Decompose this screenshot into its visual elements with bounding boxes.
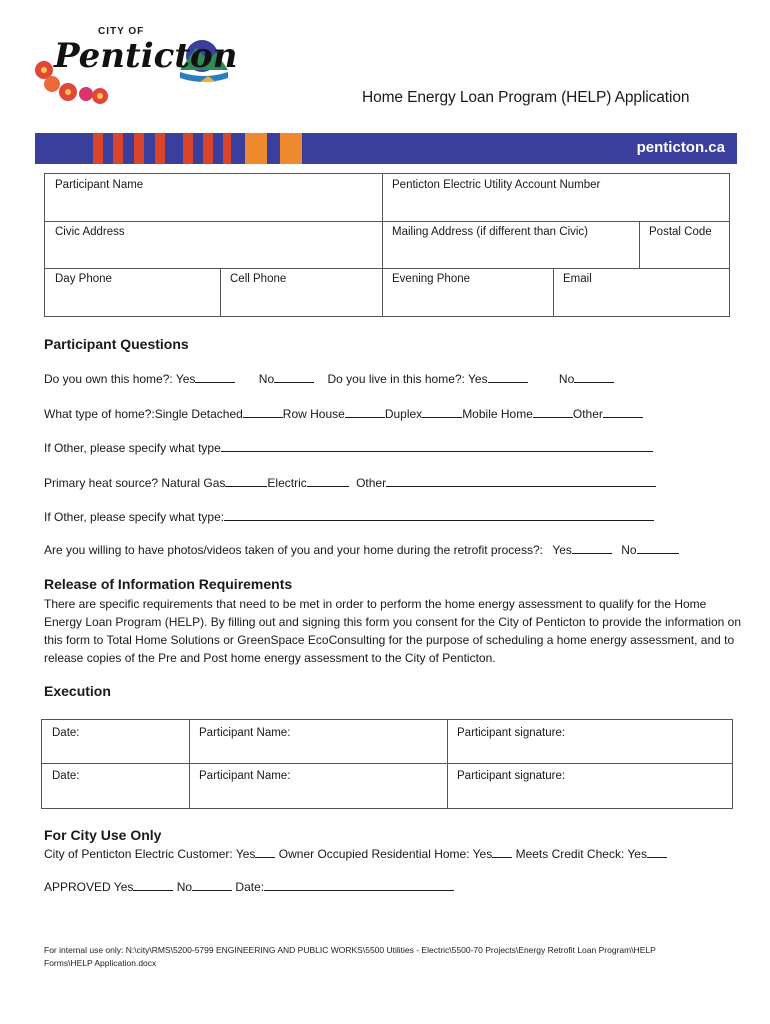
credit-blank[interactable] [647, 857, 667, 858]
city-use-heading: For City Use Only [44, 827, 162, 843]
duplex-label: Duplex [384, 407, 423, 421]
row-house-blank[interactable] [345, 417, 385, 418]
heat-source-label: Primary heat source? Natural Gas [44, 476, 226, 490]
mobile-home-blank[interactable] [533, 417, 573, 418]
duplex-blank[interactable] [422, 417, 462, 418]
approved-date-blank[interactable] [264, 890, 454, 891]
natural-gas-blank[interactable] [225, 486, 267, 487]
cell-phone-field[interactable]: Cell Phone [230, 273, 287, 285]
own-home-question [44, 372, 614, 386]
banner-url: penticton.ca [636, 139, 725, 156]
home-type-label: What type of home?:Single Detached [44, 407, 243, 421]
internal-use-footer [44, 944, 734, 970]
execution-table [41, 719, 733, 809]
city-logo [30, 26, 238, 110]
approved-label: APPROVED Yes [44, 880, 134, 894]
owner-blank[interactable] [492, 857, 512, 858]
participant-name-field[interactable]: Participant Name [55, 179, 144, 191]
specify-type-question [44, 441, 653, 455]
heat-source-question [44, 476, 656, 490]
participant-info-table [44, 173, 730, 317]
live-home-no-label: No [558, 372, 575, 386]
approved-no-label: No [176, 880, 193, 894]
account-number-field[interactable]: Penticton Electric Utility Account Number [392, 179, 601, 191]
footer-line-1: For internal use only: N:\city\RMS\5200-5799 ENGINEERING AND PUBLIC WORKS\5500 Utilities - Electric\5500-70 Projects\Energy Retrofit Loan Program\HELP [44, 945, 656, 955]
logo-city-of: CITY OF [98, 26, 145, 37]
civic-address-field[interactable]: Civic Address [55, 226, 125, 238]
specify-type-label: If Other, please specify what type [44, 441, 221, 455]
exec-signature-1[interactable]: Participant signature: [457, 727, 566, 739]
own-home-yes-blank[interactable] [195, 382, 235, 383]
city-use-checks [44, 847, 667, 861]
release-heading: Release of Information Requirements [44, 576, 293, 592]
approved-no-blank[interactable] [192, 890, 232, 891]
heat-other-label: Other [356, 476, 387, 490]
specify-heat-label: If Other, please specify what type: [44, 510, 225, 524]
exec-name-1[interactable]: Participant Name: [199, 727, 291, 739]
exec-name-2[interactable]: Participant Name: [199, 770, 291, 782]
photos-yes-label: Yes [552, 543, 572, 557]
own-home-no-blank[interactable] [274, 382, 314, 383]
photos-no-label: No [621, 543, 637, 557]
live-home-label: Do you live in this home?: Yes [327, 372, 488, 386]
photos-no-blank[interactable] [637, 553, 679, 554]
specify-heat-question [44, 510, 654, 524]
footer-line-2: Forms\HELP Application.docx [44, 958, 157, 968]
specify-heat-blank[interactable] [224, 520, 654, 521]
mobile-home-label: Mobile Home [462, 407, 533, 421]
photos-question [44, 543, 679, 557]
approved-date-label: Date: [235, 880, 265, 894]
day-phone-field[interactable]: Day Phone [55, 273, 112, 285]
electric-blank[interactable] [307, 486, 349, 487]
postal-code-field[interactable]: Postal Code [649, 226, 712, 238]
exec-date-1[interactable]: Date: [52, 727, 80, 739]
live-home-no-blank[interactable] [574, 382, 614, 383]
execution-heading: Execution [44, 683, 111, 699]
other-type-label: Other [572, 407, 603, 421]
own-home-label: Do you own this home?: Yes [44, 372, 196, 386]
approved-yes-blank[interactable] [133, 890, 173, 891]
evening-phone-field[interactable]: Evening Phone [392, 273, 471, 285]
mailing-address-field[interactable]: Mailing Address (if different than Civic) [392, 226, 589, 238]
customer-blank[interactable] [255, 857, 275, 858]
logo-wordmark: Penticton [54, 36, 238, 76]
specify-type-blank[interactable] [221, 451, 653, 452]
home-type-question [44, 407, 643, 421]
own-home-no-label: No [258, 372, 275, 386]
header-banner [35, 133, 737, 164]
heat-other-blank[interactable] [386, 486, 656, 487]
electric-label: Electric [267, 476, 307, 490]
other-type-blank[interactable] [603, 417, 643, 418]
exec-date-2[interactable]: Date: [52, 770, 80, 782]
release-text: There are specific requirements that need to be met in order to perform the home energy assessment to qualify for the Home Energy Loan Program (HELP). By filling out and signing this form you consent for the City of Penticton to provide the information on this form to Total Home Solutions or GreenSpace EcoConsulting for the purpose of scheduling a home energy assessment, and to release copies of the Pre and Post home energy assessment to the City of Penticton. [44, 597, 742, 665]
credit-label: Meets Credit Check: Yes [515, 847, 647, 861]
email-field[interactable]: Email [563, 273, 592, 285]
live-home-yes-blank[interactable] [488, 382, 528, 383]
approval-line [44, 880, 454, 894]
exec-signature-2[interactable]: Participant signature: [457, 770, 566, 782]
participant-questions-heading: Participant Questions [44, 336, 189, 352]
form-title: Home Energy Loan Program (HELP) Application [362, 89, 690, 106]
row-house-label: Row House [282, 407, 345, 421]
single-detached-blank[interactable] [243, 417, 283, 418]
owner-label: Owner Occupied Residential Home: Yes [278, 847, 493, 861]
photos-yes-blank[interactable] [572, 553, 612, 554]
photos-label: Are you willing to have photos/videos taken of you and your home during the retrofit process?: [44, 543, 543, 557]
customer-label: City of Penticton Electric Customer: Yes [44, 847, 256, 861]
